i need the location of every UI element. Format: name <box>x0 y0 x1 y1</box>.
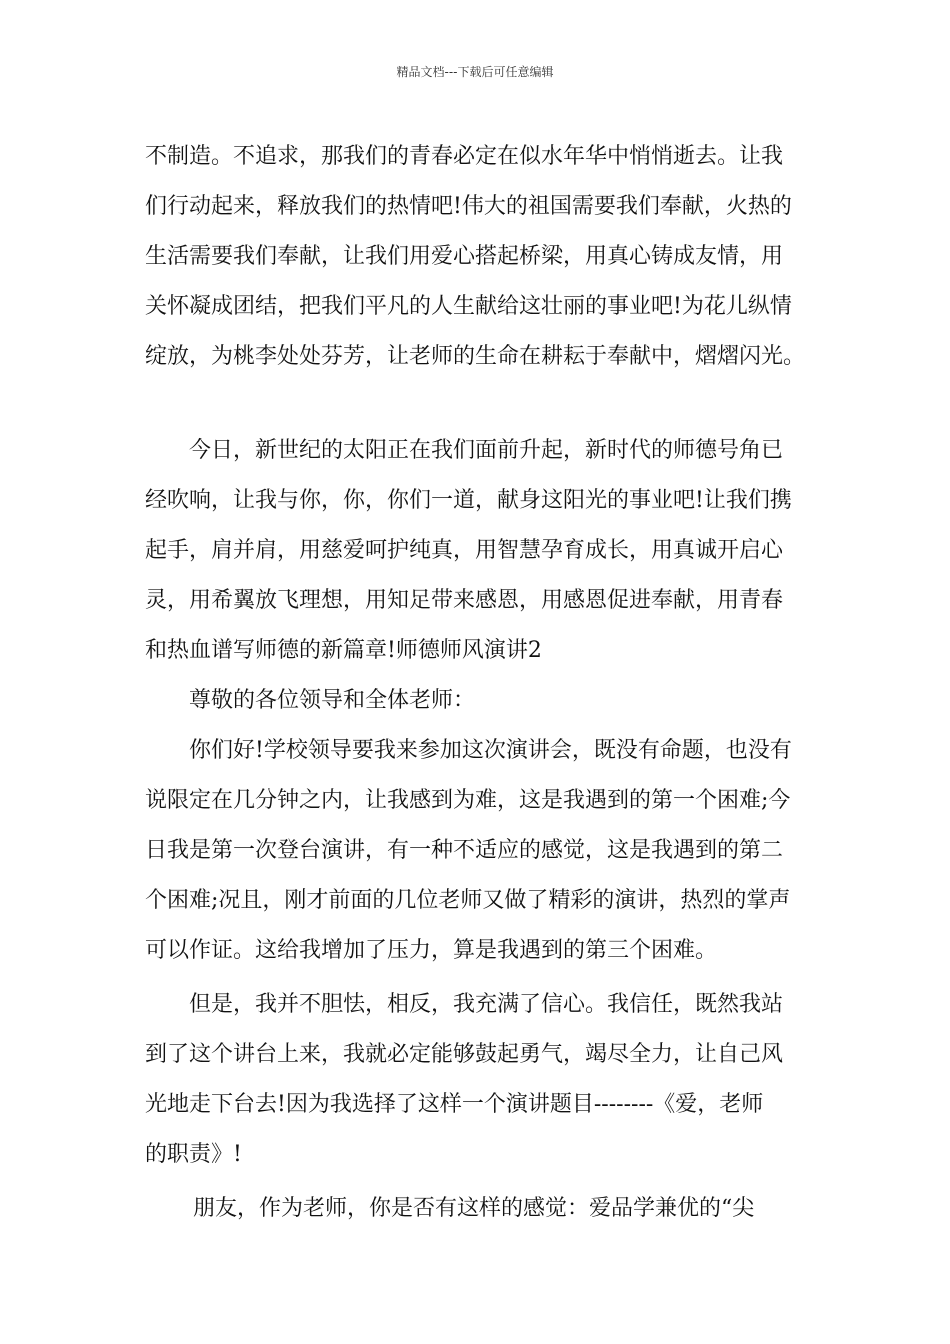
paragraph-2 <box>145 426 809 676</box>
text-line: 个困难;况且，刚才前面的几位老师又做了精彩的演讲，热烈的掌声 <box>145 888 791 913</box>
text-line: 关怀凝成团结，把我们平凡的人生献给这壮丽的事业吧!为花儿纵情 <box>145 294 792 319</box>
text-line: 起手，肩并肩，用慈爱呵护纯真，用智慧孕育成长，用真诚开启心 <box>145 538 784 563</box>
text-line: 朋友，作为老师，你是否有这样的感觉：爱品学兼优的“尖 <box>193 1196 755 1221</box>
text-line: 不制造。不追求，那我们的青春必定在似水年华中悄悄逝去。让我 <box>145 144 784 169</box>
salutation: 尊敬的各位领导和全体老师： <box>189 688 476 713</box>
text-line: 可以作证。这给我增加了压力，算是我遇到的第三个困难。 <box>145 938 718 963</box>
text-line: 今日，新世纪的太阳正在我们面前升起，新时代的师德号角已 <box>189 438 784 463</box>
paragraph-1 <box>145 132 809 382</box>
text-line: 和热血谱写师德的新篇章!师德师风演讲2 <box>145 638 542 663</box>
text-line: 生活需要我们奉献，让我们用爱心搭起桥梁，用真心铸成友情，用 <box>145 244 784 269</box>
text-line: 到了这个讲台上来，我就必定能够鼓起勇气，竭尽全力，让自己风 <box>145 1042 784 1067</box>
text-line: 灵，用希翼放飞理想，用知足带来感恩，用感恩促进奉献，用青春 <box>145 588 784 613</box>
text-line: 说限定在几分钟之内，让我感到为难，这是我遇到的第一个困难;今 <box>145 788 791 813</box>
paragraph-gap <box>145 382 809 426</box>
paragraph-5 <box>145 980 809 1180</box>
text-line: 但是，我并不胆怯，相反，我充满了信心。我信任，既然我站 <box>189 992 784 1017</box>
text-line: 光地走下台去!因为我选择了这样一个演讲题目--------《爱，老师 <box>145 1092 764 1117</box>
document-body <box>145 132 809 1234</box>
text-line: 的职责》! <box>145 1142 242 1167</box>
text-line: 经吹响，让我与你，你，你们一道，献身这阳光的事业吧!让我们携 <box>145 488 792 513</box>
page-header: 精品文档---下载后可任意编辑 <box>396 65 554 79</box>
paragraph-3 <box>145 676 809 726</box>
text-line: 绽放，为桃李处处芬芳，让老师的生命在耕耘于奉献中，熠熠闪光。 <box>145 344 806 369</box>
text-line: 日我是第一次登台演讲，有一种不适应的感觉，这是我遇到的第二 <box>145 838 784 863</box>
paragraph-4 <box>145 726 809 976</box>
text-line: 你们好!学校领导要我来参加这次演讲会，既没有命题，也没有 <box>189 738 792 763</box>
paragraph-6 <box>145 1184 809 1234</box>
text-line: 们行动起来，释放我们的热情吧!伟大的祖国需要我们奉献，火热的 <box>145 194 792 219</box>
